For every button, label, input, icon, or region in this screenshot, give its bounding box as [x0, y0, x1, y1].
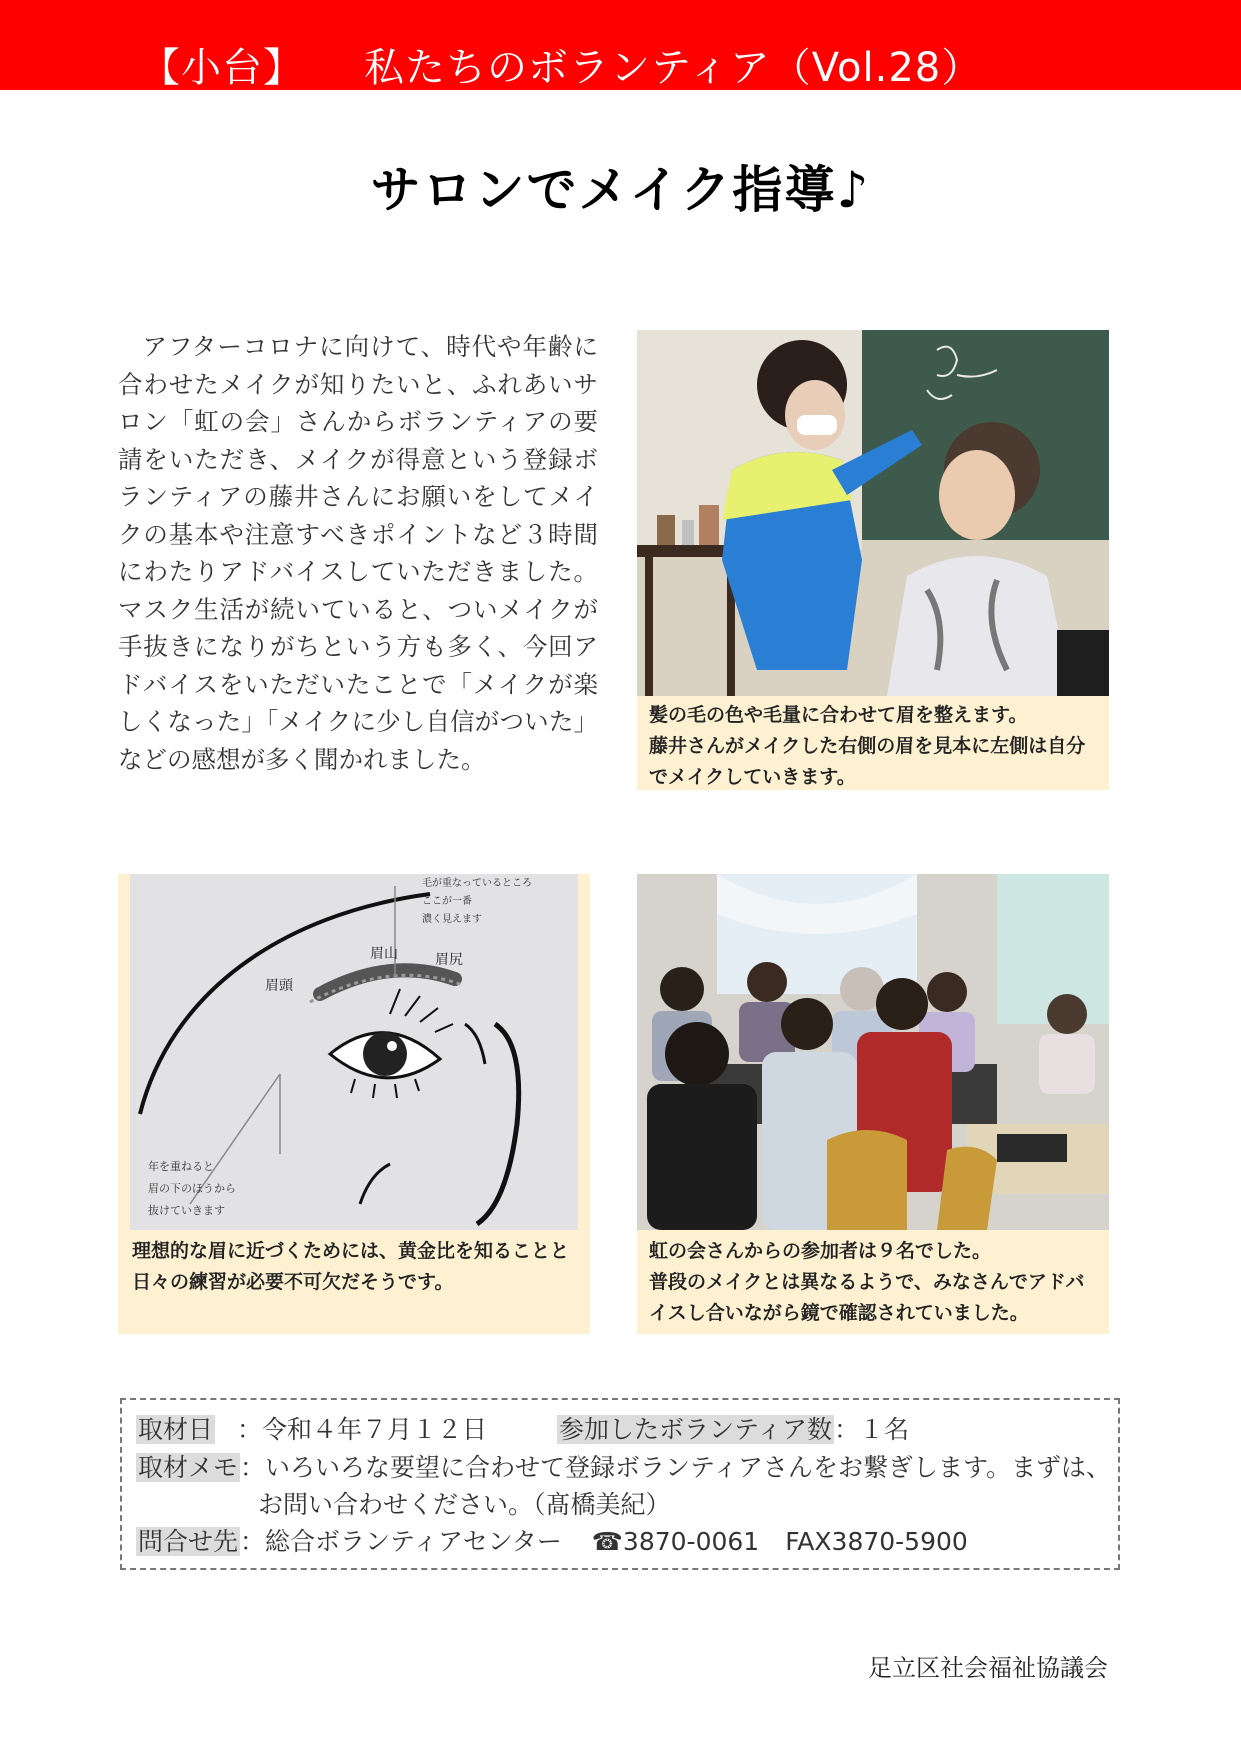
caption-line: 日々の練習が必要不可欠だそうです。 [132, 1271, 454, 1293]
photo-caption-makeup [649, 700, 1099, 793]
info-row-memo [136, 1448, 1111, 1484]
date-label: 取材日 [138, 1415, 214, 1444]
diagram-label: 年を重ねると [148, 1160, 214, 1173]
diagram-label: 毛が重なっているところ [422, 878, 532, 889]
diagram-label: 抜けていきます [148, 1204, 225, 1217]
photo-caption-group [649, 1236, 1099, 1329]
colon: ： [834, 1415, 860, 1444]
header-series: 私たちのボランティア（Vol.28） [364, 45, 983, 91]
memo-label: 取材メモ [138, 1453, 239, 1482]
diagram-label: ここが一番 [422, 896, 472, 907]
memo-line-2: お問い合わせください。（髙橋美紀） [258, 1490, 671, 1519]
header-tag: 【小台】 [140, 45, 304, 91]
caption-line: 虹の会さんからの参加者は９名でした。 [649, 1240, 992, 1262]
photo-eyebrow-diagram [130, 874, 578, 1230]
diagram-label: 眉山 [370, 946, 398, 962]
colon: ： [240, 1527, 266, 1556]
fax-number: FAX3870-5900 [785, 1527, 968, 1556]
caption-line: 普段のメイクとは異なるようで、みなさんでアドバイスし合いながら鏡で確認されていました。 [649, 1271, 1085, 1324]
photo-makeup-scene [637, 330, 1109, 696]
photo-card-diagram [118, 874, 590, 1334]
header-text [140, 36, 982, 93]
info-row-date [136, 1410, 909, 1446]
volunteers-value: １名 [859, 1415, 910, 1444]
article-body: アフターコロナに向けて、時代や年齢に合わせたメイクが知りたいと、ふれあいサロン「虹の会」さんからボランティアの要請をいただき、メイクが得意という登録ボランティアの藤井さんにお願いをしてメイクの基本や注意すべきポイントなど３時間にわたりアドバイスしていただきました。マスク生活が続いていると、ついメイクが手抜きになりがちという方も多く、今回アドバイスをいただいたことで「メイクが楽しくなった」「メイクに少し自信がついた」などの感想が多く聞かれました。 [118, 332, 598, 774]
colon: ： [240, 1453, 266, 1482]
date-value: 令和４年７月１２日 [262, 1415, 488, 1444]
photo-card-group [637, 874, 1109, 1334]
makeup-scene-illustration [637, 330, 1109, 696]
phone-number: ☎3870-0061 [591, 1527, 760, 1556]
diagram-label: 眉の下のほうから [148, 1182, 236, 1195]
diagram-label: 眉頭 [265, 978, 293, 994]
colon: ： [237, 1415, 263, 1444]
contact-label: 問合せ先 [138, 1527, 239, 1556]
memo-line-1: いろいろな要望に合わせて登録ボランティアさんをお繋ぎします。まずは、 [265, 1453, 1112, 1482]
group-session-illustration [637, 874, 1109, 1230]
photo-group-session [637, 874, 1109, 1230]
info-row-contact [136, 1522, 968, 1558]
page-title: サロンでメイク指導♪ [370, 161, 871, 219]
diagram-label: 濃く見えます [422, 914, 482, 925]
volunteers-label: 参加したボランティア数 [559, 1415, 833, 1444]
caption-line: 理想的な眉に近づくためには、黄金比を知ることと [132, 1240, 570, 1262]
caption-line: 藤井さんがメイクした右側の眉を見本に左側は自分でメイクしていきます。 [649, 735, 1086, 788]
info-box [120, 1398, 1120, 1570]
diagram-label: 眉尻 [435, 952, 463, 968]
footer-organization: 足立区社会福祉協議会 [868, 1654, 1108, 1682]
photo-card-makeup [637, 330, 1109, 790]
contact-value: 総合ボランティアセンター [265, 1527, 562, 1556]
eyebrow-diagram-illustration [130, 874, 578, 1230]
info-row-memo-2 [258, 1485, 671, 1521]
photo-caption-diagram [132, 1236, 582, 1298]
caption-line: 髪の毛の色や毛量に合わせて眉を整えます。 [649, 704, 1028, 726]
